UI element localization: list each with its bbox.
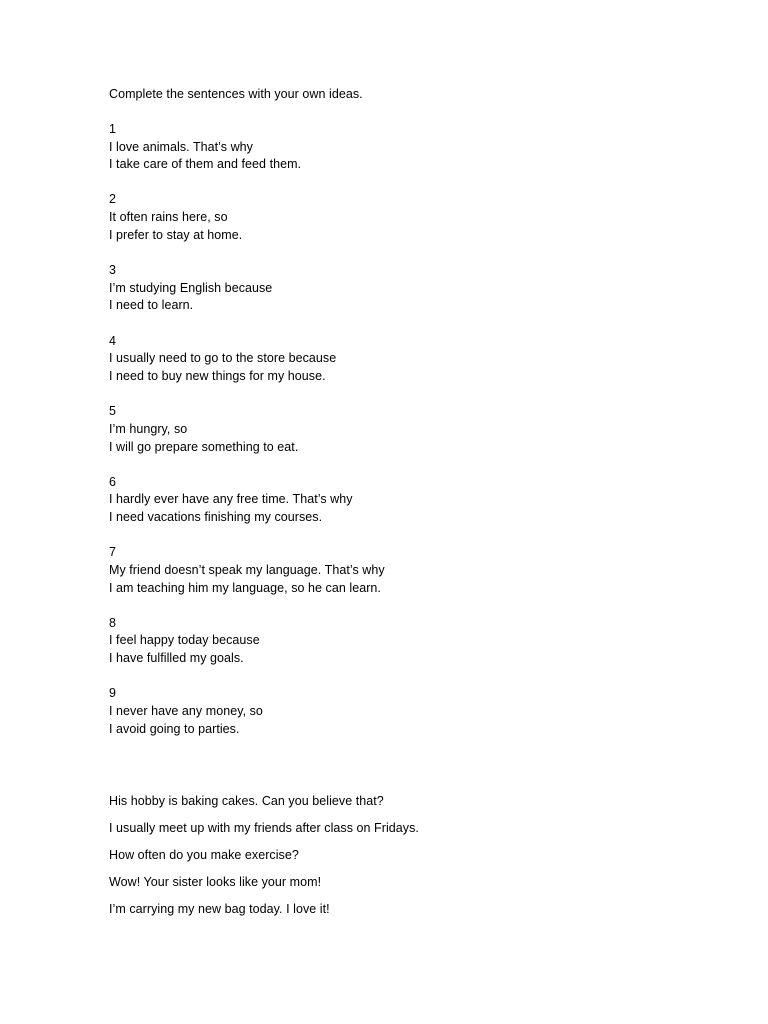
item-prompt: I’m hungry, so xyxy=(109,422,188,436)
item-number: 3 xyxy=(109,263,117,277)
item-prompt: I feel happy today because xyxy=(109,633,260,647)
item-answer: I need vacations finishing my courses. xyxy=(109,510,323,524)
item-number: 9 xyxy=(109,686,117,700)
item-prompt: I never have any money, so xyxy=(109,704,263,718)
sentence: How often do you make exercise? xyxy=(109,848,299,862)
item-answer: I avoid going to parties. xyxy=(109,722,240,736)
item-answer: I need to learn. xyxy=(109,298,194,312)
item-answer: I need to buy new things for my house. xyxy=(109,369,326,383)
instruction: Complete the sentences with your own ideas. xyxy=(109,87,363,101)
item-prompt: My friend doesn’t speak my language. That’s why xyxy=(109,563,385,577)
item-number: 5 xyxy=(109,404,117,418)
item-number: 7 xyxy=(109,545,117,559)
item-prompt: I usually need to go to the store because xyxy=(109,351,337,365)
item-answer: I have fulfilled my goals. xyxy=(109,651,244,665)
item-number: 1 xyxy=(109,122,117,136)
item-prompt: It often rains here, so xyxy=(109,210,228,224)
sentence: Wow! Your sister looks like your mom! xyxy=(109,875,322,889)
item-answer: I will go prepare something to eat. xyxy=(109,440,299,454)
item-prompt: I’m studying English because xyxy=(109,281,273,295)
sentence: I usually meet up with my friends after class on Fridays. xyxy=(109,821,419,835)
item-answer: I am teaching him my language, so he can learn. xyxy=(109,581,381,595)
item-prompt: I hardly ever have any free time. That’s why xyxy=(109,492,353,506)
item-number: 8 xyxy=(109,616,117,630)
sentence: I’m carrying my new bag today. I love it! xyxy=(109,902,330,916)
item-number: 4 xyxy=(109,334,117,348)
item-answer: I prefer to stay at home. xyxy=(109,228,243,242)
item-prompt: I love animals. That’s why xyxy=(109,140,253,154)
item-number: 2 xyxy=(109,192,117,206)
sentence: His hobby is baking cakes. Can you believe that? xyxy=(109,794,384,808)
item-answer: I take care of them and feed them. xyxy=(109,157,302,171)
item-number: 6 xyxy=(109,475,117,489)
